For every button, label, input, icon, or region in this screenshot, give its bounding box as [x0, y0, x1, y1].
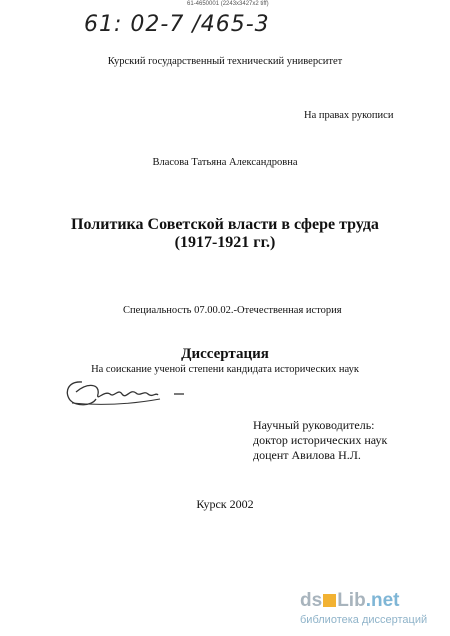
author-name: Власова Татьяна Александровна [152, 157, 298, 168]
rights-note: На правах рукописи [304, 110, 394, 121]
advisor-name: доцент Авилова Н.Л. [253, 448, 361, 462]
university-name: Курский государственный технический университет [107, 56, 343, 67]
title-line-2: (1917-1921 гг.) [174, 234, 276, 251]
title-line-1: Политика Советской власти в сфере труда [71, 216, 379, 233]
city-year: Курск 2002 [196, 497, 254, 511]
specialty: Специальность 07.00.02.-Отечественная история [123, 305, 342, 316]
dslib-logo [300, 590, 427, 612]
author-signature [62, 372, 192, 414]
dslib-tagline: библиотека диссертаций [300, 614, 428, 626]
advisor-degree: доктор исторических наук [253, 433, 388, 447]
degree-line: На соискание ученой степени кандидата исторических наук [91, 364, 359, 375]
archive-number: 61: 02-7 /465-3 [84, 12, 270, 37]
logo-lib: Lib [337, 590, 366, 611]
dissertation-title [0, 216, 450, 252]
document-type: Диссертация [181, 346, 269, 362]
advisor-label: Научный руководитель: [253, 418, 375, 432]
logo-net: .net [365, 590, 400, 611]
scan-info: 61-4650001 (2243x3427x2 tiff) [187, 1, 269, 7]
logo-square-icon [323, 594, 336, 607]
logo-ds: ds [300, 590, 323, 611]
dslib-watermark [300, 590, 427, 626]
scientific-advisor [253, 418, 387, 463]
